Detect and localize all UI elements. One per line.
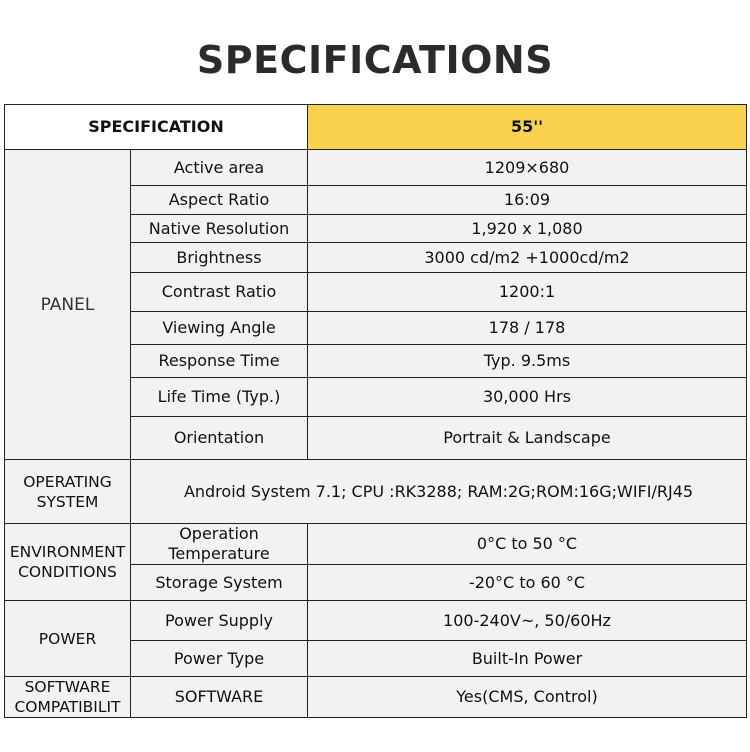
spec-value: Portrait & Landscape bbox=[308, 417, 747, 460]
specification-header: SPECIFICATION bbox=[5, 105, 308, 150]
spec-value: Built-In Power bbox=[308, 641, 747, 677]
spec-label: Storage System bbox=[131, 565, 308, 601]
spec-value: -20°C to 60 °C bbox=[308, 565, 747, 601]
group-power: POWER bbox=[5, 601, 131, 677]
specifications-table bbox=[4, 104, 747, 718]
spec-value: 0°C to 50 °C bbox=[308, 524, 747, 565]
spec-label: Aspect Ratio bbox=[131, 186, 308, 215]
spec-value: 30,000 Hrs bbox=[308, 378, 747, 417]
spec-label: Viewing Angle bbox=[131, 312, 308, 345]
model-header: 55'' bbox=[308, 105, 747, 150]
table-row bbox=[5, 460, 747, 524]
spec-label: Brightness bbox=[131, 243, 308, 273]
group-environment-conditions: ENVIRONMENT CONDITIONS bbox=[5, 524, 131, 601]
page-title: SPECIFICATIONS bbox=[196, 38, 554, 82]
spec-label: SOFTWARE bbox=[131, 677, 308, 718]
spec-label: Power Supply bbox=[131, 601, 308, 641]
spec-value: 3000 cd/m2 +1000cd/m2 bbox=[308, 243, 747, 273]
spec-label: Operation Temperature bbox=[131, 524, 308, 565]
table-row bbox=[5, 601, 747, 641]
spec-value: Typ. 9.5ms bbox=[308, 345, 747, 378]
group-operating-system: OPERATING SYSTEM bbox=[5, 460, 131, 524]
table-row bbox=[5, 524, 747, 565]
table-row bbox=[5, 150, 747, 186]
table-header-row bbox=[5, 105, 747, 150]
group-software-compatibility: SOFTWARE COMPATIBILIT bbox=[5, 677, 131, 718]
spec-value: 100-240V~, 50/60Hz bbox=[308, 601, 747, 641]
table-row bbox=[5, 677, 747, 718]
spec-value: 16:09 bbox=[308, 186, 747, 215]
spec-value: Yes(CMS, Control) bbox=[308, 677, 747, 718]
spec-value: 1200:1 bbox=[308, 273, 747, 312]
spec-label: Power Type bbox=[131, 641, 308, 677]
spec-label: Active area bbox=[131, 150, 308, 186]
spec-label: Response Time bbox=[131, 345, 308, 378]
spec-value: 1209×680 bbox=[308, 150, 747, 186]
spec-label: Orientation bbox=[131, 417, 308, 460]
spec-label: Contrast Ratio bbox=[131, 273, 308, 312]
group-panel: PANEL bbox=[5, 150, 131, 460]
spec-label: Native Resolution bbox=[131, 215, 308, 243]
spec-value: 178 / 178 bbox=[308, 312, 747, 345]
spec-value: 1,920 x 1,080 bbox=[308, 215, 747, 243]
spec-value: Android System 7.1; CPU :RK3288; RAM:2G;ROM:16G;WIFI/RJ45 bbox=[131, 460, 747, 524]
spec-label: Life Time (Typ.) bbox=[131, 378, 308, 417]
